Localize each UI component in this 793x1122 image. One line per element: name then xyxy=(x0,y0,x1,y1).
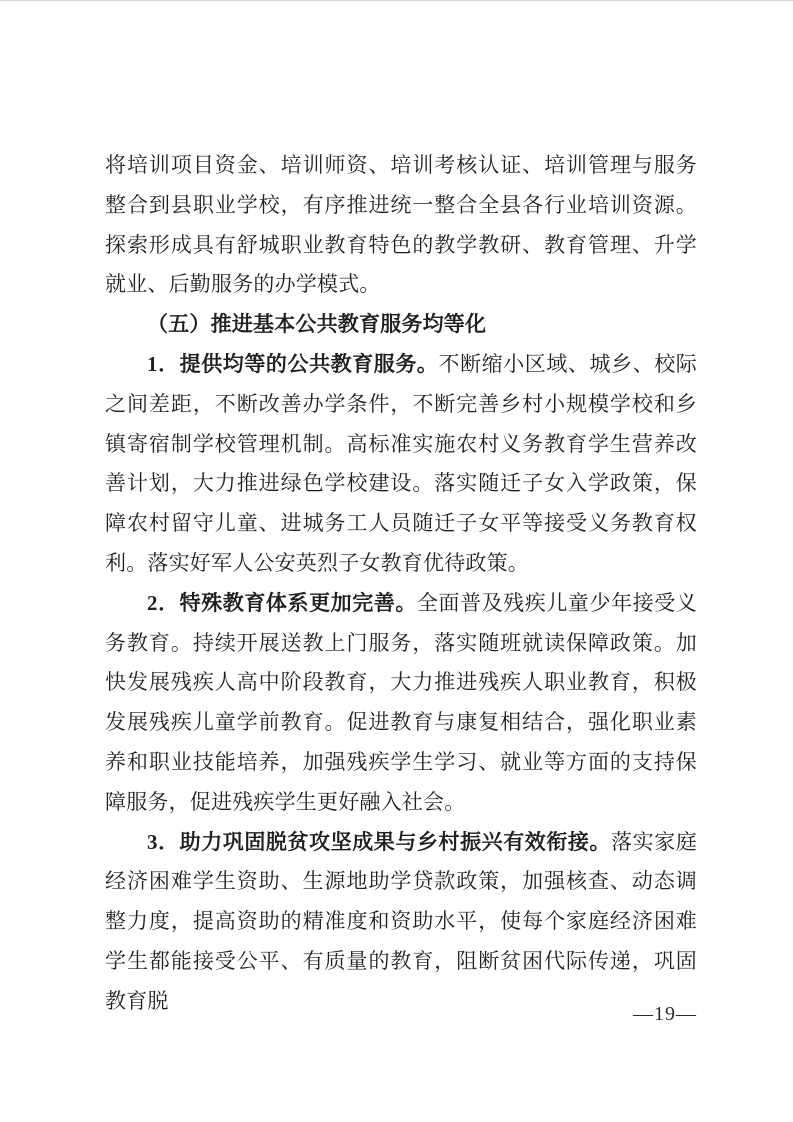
numbered-paragraph-2 xyxy=(105,584,697,823)
paragraph-continuation: 将培训项目资金、培训师资、培训考核认证、培训管理与服务整合到县职业学校，有序推进统一整合全县各行业培训资源。探索形成具有舒城职业教育特色的教学教研、教育管理、升学就业、后勤服务的办学模式。 xyxy=(105,153,697,297)
numbered-paragraph-2-body: 全面普及残疾儿童少年接受义务教育。持续开展送教上门服务，落实随班就读保障政策。加快发展残疾人高中阶段教育，大力推进残疾人职业教育，积极发展残疾儿童学前教育。促进教育与康复相结合，强化职业素养和职业技能培养，加强残疾学生学习、就业等方面的支持保障服务，促进残疾学生更好融入社会。 xyxy=(105,590,697,814)
numbered-paragraph-1-lead: 1．提供均等的公共教育服务。 xyxy=(147,351,439,376)
numbered-paragraph-3-lead: 3．助力巩固脱贫攻坚成果与乡村振兴有效衔接。 xyxy=(147,829,612,854)
numbered-paragraph-2-lead: 2．特殊教育体系更加完善。 xyxy=(147,590,417,615)
numbered-paragraph-3 xyxy=(105,823,697,1022)
numbered-paragraph-1-body: 不断缩小区域、城乡、校际之间差距，不断改善办学条件，不断完善乡村小规模学校和乡镇寄宿制学校管理机制。高标准实施农村义务教育学生营养改善计划，大力推进绿色学校建设。落实随迁子女入学政策，保障农村留守儿童、进城务工人员随迁子女平等接受义务教育权利。落实好军人公安英烈子女教育优待政策。 xyxy=(105,351,697,575)
text-block xyxy=(105,146,697,1022)
numbered-paragraph-3-body: 落实家庭经济困难学生资助、生源地助学贷款政策，加强核查、动态调整力度，提高资助的精准度和资助水平，使每个家庭经济困难学生都能接受公平、有质量的教育，阻断贫困代际传递，巩固教育脱 xyxy=(105,829,697,1013)
section-heading: （五）推进基本公共教育服务均等化 xyxy=(147,312,487,337)
page-number: —19— xyxy=(633,1003,697,1025)
numbered-paragraph-1 xyxy=(105,345,697,584)
